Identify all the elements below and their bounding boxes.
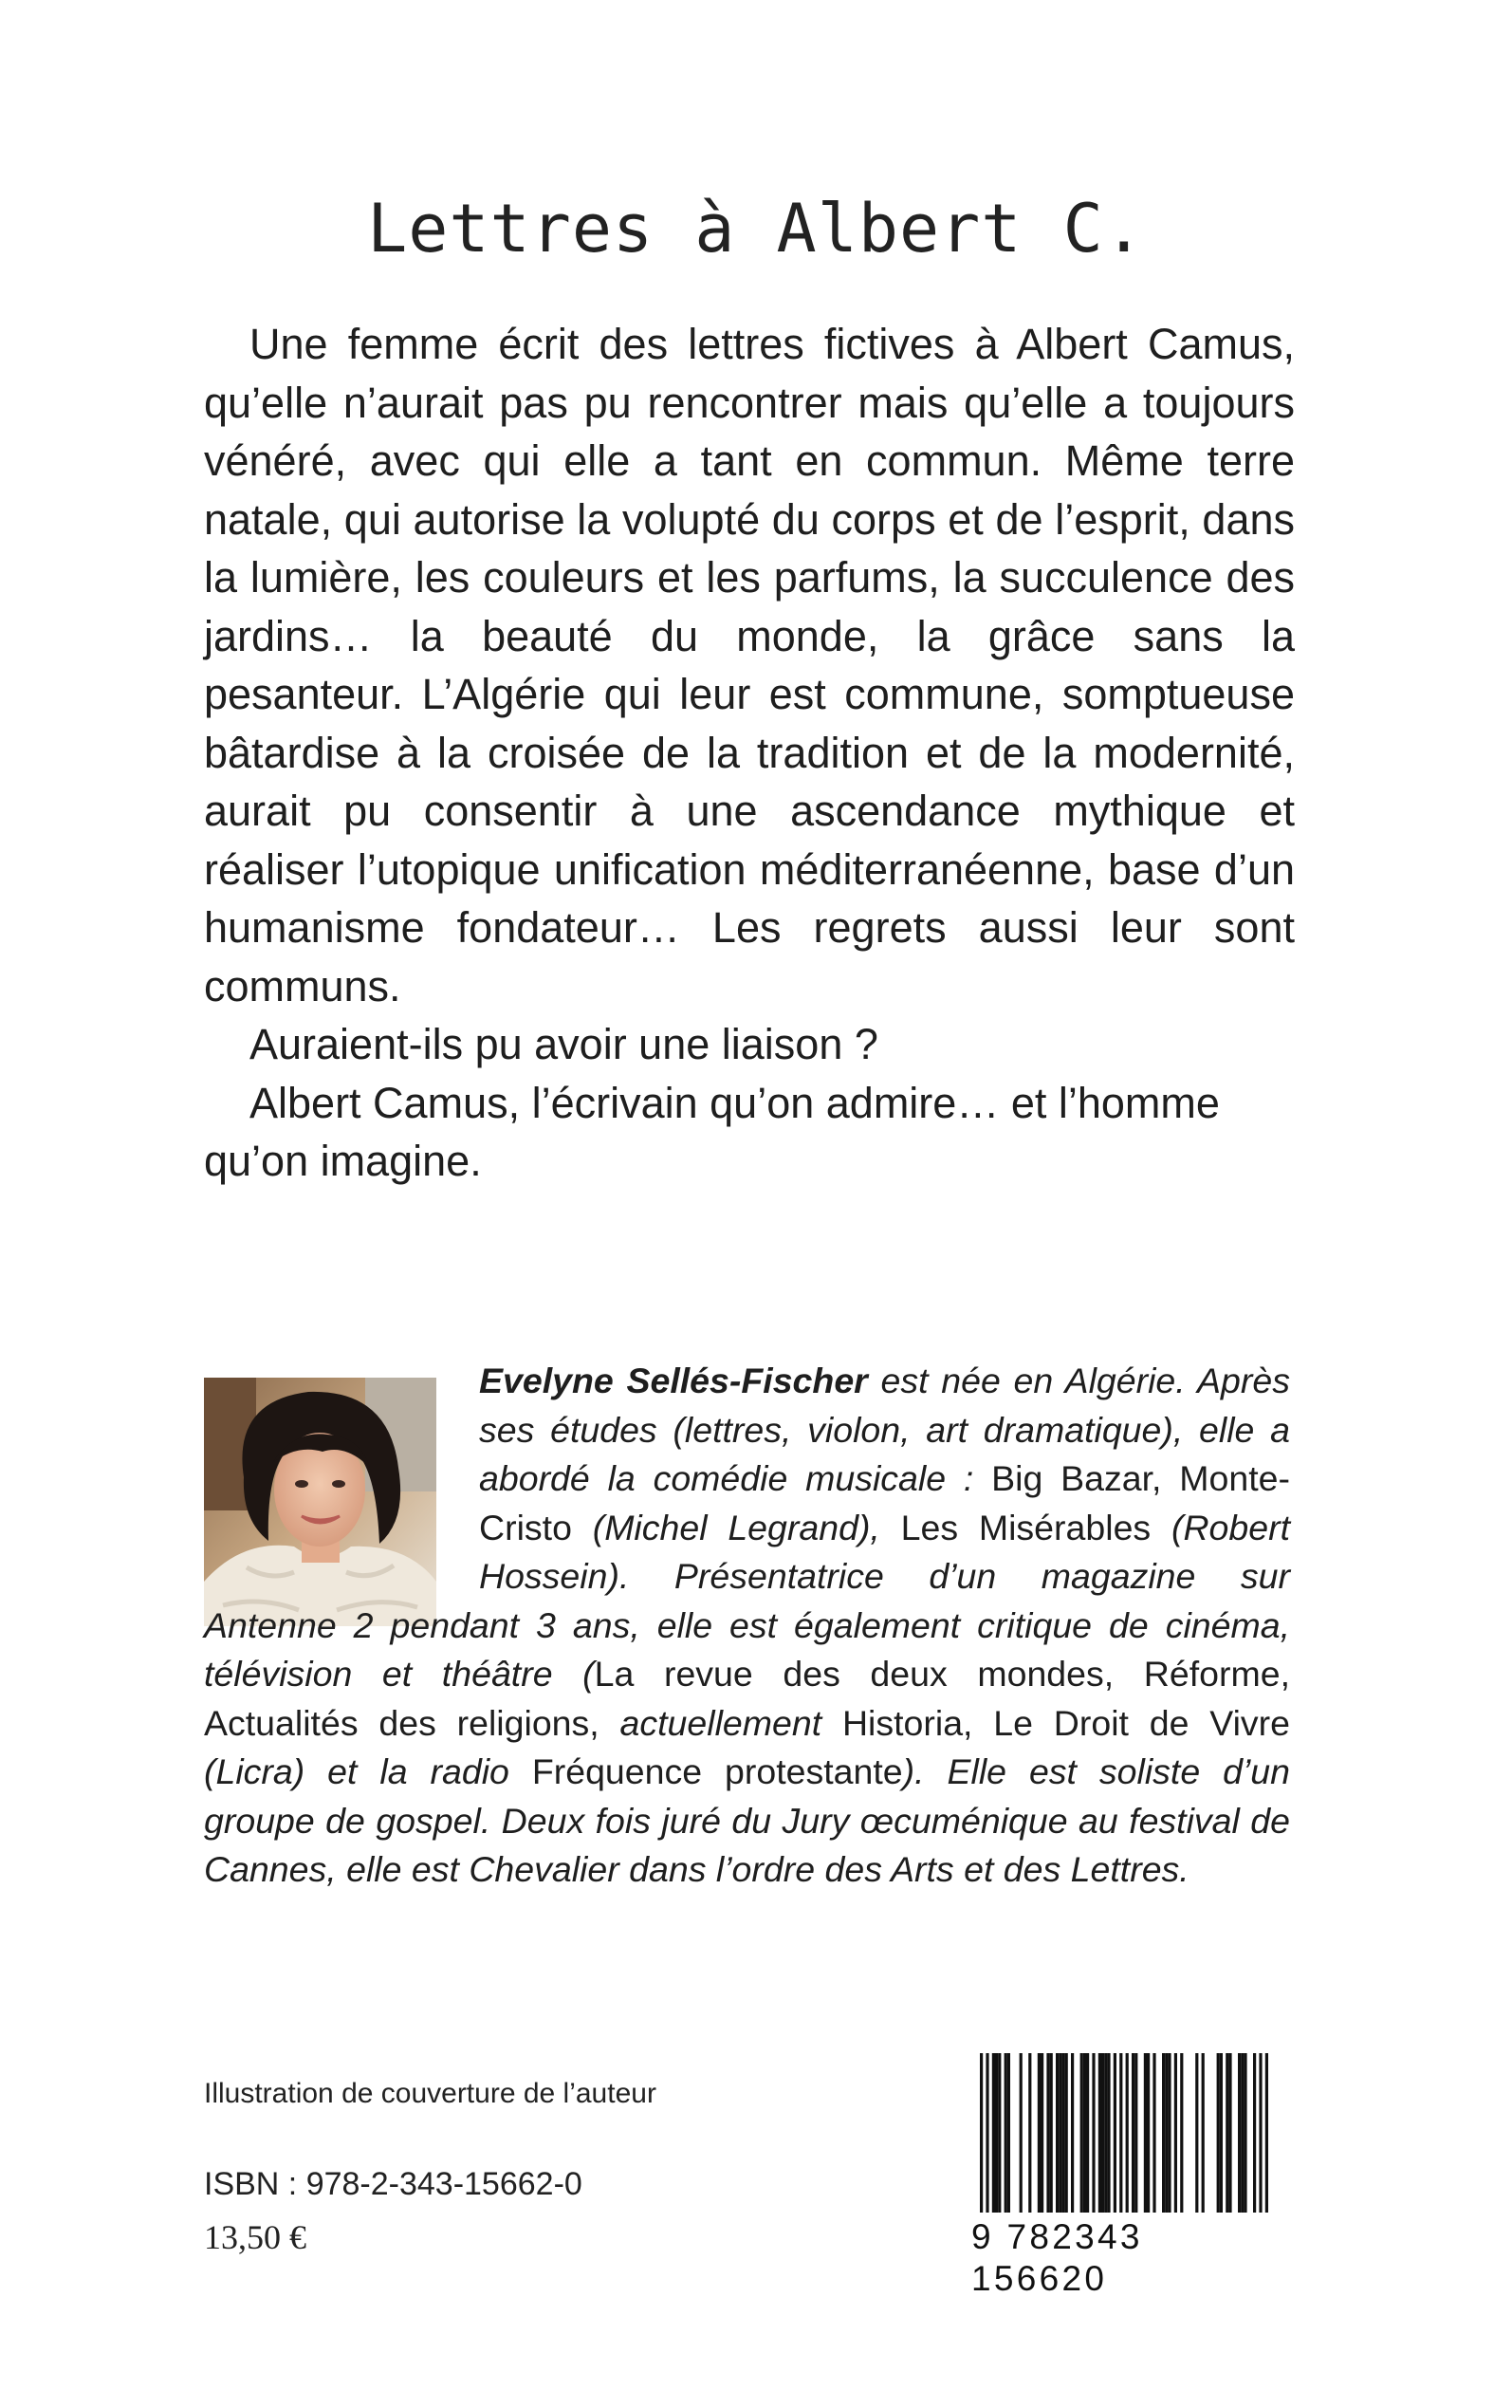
barcode-bar xyxy=(1244,2053,1246,2213)
barcode-bar xyxy=(1226,2053,1228,2213)
bio-text-italic: (Michel Legrand), xyxy=(592,1507,901,1547)
barcode-bar xyxy=(992,2053,995,2213)
barcode-bar xyxy=(980,2053,983,2213)
barcode-bar xyxy=(1147,2053,1150,2213)
barcode-bar xyxy=(1228,2053,1231,2213)
barcode-bar xyxy=(1144,2053,1147,2213)
barcode-bar xyxy=(1253,2053,1256,2213)
barcode-bar xyxy=(1104,2053,1107,2213)
barcode-number: 9 782343 156620 xyxy=(971,2217,1143,2298)
barcode-bar xyxy=(1114,2053,1116,2213)
barcode-bar xyxy=(1046,2053,1049,2213)
barcode-bar xyxy=(1071,2053,1074,2213)
barcode-bar xyxy=(1168,2053,1171,2213)
barcode-bar xyxy=(1020,2053,1023,2213)
barcode-bar xyxy=(1152,2053,1155,2213)
bio-text-roman: Fréquence protestante xyxy=(531,1751,903,1791)
barcode-bar xyxy=(1134,2053,1137,2213)
barcode-bar xyxy=(1007,2053,1010,2213)
barcode-bar xyxy=(1061,2053,1064,2213)
barcode-bar xyxy=(1098,2053,1101,2213)
barcode-bar xyxy=(1259,2053,1262,2213)
barcode-bar xyxy=(998,2053,1001,2213)
barcode-bar xyxy=(1265,2053,1268,2213)
barcode-bar xyxy=(1238,2053,1241,2213)
bio-text-roman: Les Misérables xyxy=(900,1507,1171,1547)
blurb xyxy=(204,315,1295,1191)
barcode-bar xyxy=(1126,2053,1129,2213)
barcode-bar xyxy=(1065,2053,1068,2213)
blurb-paragraph: Albert Camus, l’écrivain qu’on admire… et l’homme qu’on imagine. xyxy=(204,1078,1220,1185)
barcode-bar xyxy=(1165,2053,1168,2213)
barcode-bar xyxy=(986,2053,988,2213)
blurb-paragraph: Auraient-ils pu avoir une liaison ? xyxy=(249,1020,878,1068)
barcode-bars xyxy=(968,2049,1282,2215)
bio-text-italic: ). Elle est soliste d’un groupe de gospel. Deux fois juré du Jury œcuménique au festival de Cannes, elle est Chevalier dans l’ordre des Arts et des Lettres. xyxy=(204,1751,1291,1889)
bio-text-roman: Big Bazar, Monte-Cristo xyxy=(479,1458,1290,1547)
barcode-bar xyxy=(995,2053,998,2213)
bio-text-italic: est née en Algérie. Après ses études (lettres, violon, art dramatique), elle a abordé la comédie musicale : xyxy=(479,1361,1290,1498)
barcode-bar xyxy=(1217,2053,1220,2213)
barcode-bar xyxy=(1241,2053,1244,2213)
bio-text-roman: La revue des deux mondes, Réforme, Actualités des religions, xyxy=(204,1654,1290,1743)
price: 13,50 € xyxy=(204,2218,306,2256)
barcode-bar xyxy=(1005,2053,1007,2213)
barcode-bar xyxy=(1041,2053,1043,2213)
book-title: Lettres à Albert C. xyxy=(367,190,1145,268)
barcode-bar xyxy=(1101,2053,1104,2213)
barcode-bar xyxy=(1080,2053,1083,2213)
blurb-paragraph: Une femme écrit des lettres fictives à Albert Camus, qu’elle n’aurait pas pu rencontrer mais qu’elle a toujours vénéré, avec qui elle a tant en commun. Même terre natale, qui autorise la volupté du corps et de l’esprit, dans la lumière, les couleurs et les parfums, la succulence des jardins… la beauté du monde, la grâce sans la pesanteur. L’Algérie qui leur est commune, somptueuse bâtardise à la croisée de la tradition et de la modernité, aurait pu consentir à une ascendance mythique et réaliser l’utopique unification méditerranéenne, base d’un humanisme fondateur… Les regrets aussi leur sont communs. xyxy=(204,320,1295,1010)
bio-text-italic: actuellement xyxy=(619,1702,842,1743)
barcode-bar xyxy=(1119,2053,1122,2213)
bio-text-italic: (Robert Hossein). Présentatrice d’un magazine sur Antenne 2 pendant 3 ans, elle est également critique de cinéma, télévision et théâtre ( xyxy=(204,1507,1290,1694)
barcode-bar xyxy=(1195,2053,1198,2213)
barcode-bar xyxy=(1050,2053,1053,2213)
barcode-bar xyxy=(1180,2053,1183,2213)
barcode-bar xyxy=(1083,2053,1086,2213)
barcode-bar xyxy=(1038,2053,1041,2213)
barcode-bar xyxy=(1028,2053,1031,2213)
barcode-bar xyxy=(1056,2053,1059,2213)
photo-spacer xyxy=(204,1357,479,1592)
bio-text-italic: (Licra) et la radio xyxy=(204,1751,532,1791)
barcode-bar xyxy=(1202,2053,1205,2213)
barcode-bar xyxy=(1092,2053,1095,2213)
barcode-bar xyxy=(1059,2053,1061,2213)
bio-text-roman: Historia, Le Droit de Vivre xyxy=(841,1702,1291,1743)
illustration-credit: Illustration de couverture de l’auteur xyxy=(204,2078,656,2109)
author-name: Evelyne Sellés-Fischer xyxy=(479,1361,868,1400)
barcode-bar xyxy=(1220,2053,1223,2213)
isbn: ISBN : 978-2-343-15662-0 xyxy=(204,2166,582,2202)
barcode-bar xyxy=(1162,2053,1165,2213)
barcode-bar xyxy=(1174,2053,1177,2213)
barcode-bar xyxy=(1132,2053,1134,2213)
author-bio xyxy=(204,1357,1290,1895)
barcode-bar xyxy=(1086,2053,1089,2213)
barcode-bar xyxy=(1107,2053,1110,2213)
